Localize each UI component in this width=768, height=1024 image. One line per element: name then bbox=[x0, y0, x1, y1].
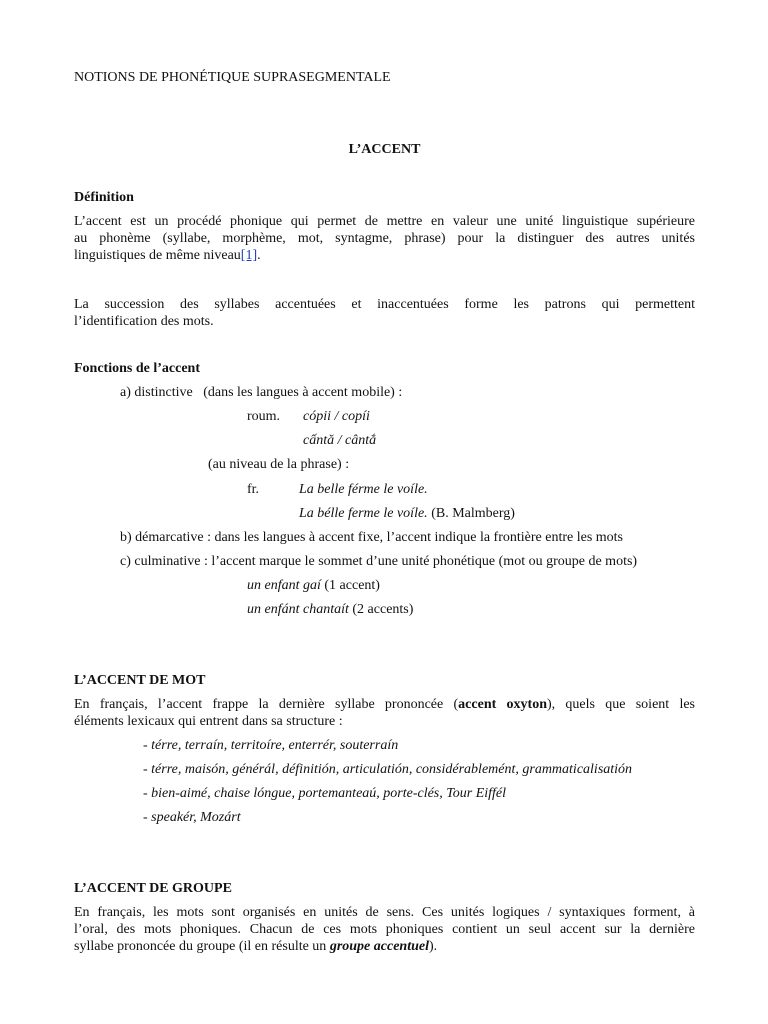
accent-groupe-p-line2: l’oral, des mots phoniques. Chacun de ces mots phoniques contient un seul accent sur la dernière bbox=[74, 922, 695, 937]
fr-example-2-source: (B. Malmberg) bbox=[427, 506, 515, 521]
definition-heading: Définition bbox=[74, 190, 134, 205]
definition-p1-line3-text: linguistiques de même niveau bbox=[74, 248, 241, 263]
accent-mot-p-line2: éléments lexicaux qui entrent dans sa structure : bbox=[74, 714, 343, 729]
fonction-distinctive: a) distinctive (dans les langues à accent mobile) : bbox=[120, 385, 403, 400]
definition-p1-line2: au phonème (syllabe, morphème, mot, syntagme, phrase) pour la distinguer des autres unités bbox=[74, 231, 695, 246]
accent-mot-list-item-2: - térre, maisón, générál, définitión, articulatión, considérablemént, grammaticalisatión bbox=[143, 762, 633, 777]
definition-p2-line1: La succession des syllabes accentuées et inaccentuées forme les patrons qui permettent bbox=[74, 297, 695, 312]
accent-groupe-p-line3 bbox=[74, 938, 437, 955]
definition-p2-line2: l’identification des mots. bbox=[74, 314, 214, 329]
culminative-example-2-text: un enfánt chantaít bbox=[247, 602, 349, 617]
roum-example-1: cópii / copíi bbox=[303, 409, 370, 424]
fonctions-heading: Fonctions de l’accent bbox=[74, 361, 200, 376]
accent-groupe-p-line1: En français, les mots sont organisés en unités de sens. Ces unités logiques / syntaxiques forment, à bbox=[74, 905, 695, 920]
accent-mot-list-item-3: - bien-aimé, chaise lóngue, portemanteaú, porte-clés, Tour Eiffél bbox=[143, 786, 507, 801]
accent-mot-p-line1-a: En français, l’accent frappe la dernière syllabe prononcée ( bbox=[74, 697, 459, 712]
accent-mot-p-line1-b: ), quels que soient les bbox=[546, 697, 695, 712]
definition-p1-line1: L’accent est un procédé phonique qui permet de mettre en valeur une unité linguistique supérieure bbox=[74, 214, 695, 229]
roum-label: roum. bbox=[247, 409, 281, 424]
accent-groupe-p-line3-b: ). bbox=[428, 939, 438, 954]
culminative-example-1-note: (1 accent) bbox=[320, 578, 380, 593]
accent-mot-heading: L’ACCENT DE MOT bbox=[74, 673, 206, 688]
page-title: L’ACCENT bbox=[348, 142, 421, 157]
culminative-example-1 bbox=[247, 577, 380, 594]
document-header: NOTIONS DE PHONÉTIQUE SUPRASEGMENTALE bbox=[74, 70, 391, 85]
fr-example-2 bbox=[299, 505, 515, 522]
definition-p1-end: . bbox=[257, 248, 261, 263]
culminative-example-2-note: (2 accents) bbox=[348, 602, 414, 617]
accent-groupe-p-line3-a: syllabe prononcée du groupe (il en résulte un bbox=[74, 939, 330, 954]
fonction-culminative: c) culminative : l’accent marque le sommet d’une unité phonétique (mot ou groupe de mots) bbox=[120, 554, 638, 569]
fr-label: fr. bbox=[247, 482, 260, 497]
fonction-demarcative: b) démarcative : dans les langues à accent fixe, l’accent indique la frontière entre les mots bbox=[120, 530, 624, 545]
accent-mot-list-item-1: - térre, terraín, territoíre, enterrér, souterraín bbox=[143, 738, 399, 753]
accent-mot-p-line1 bbox=[74, 696, 695, 713]
definition-p1-line3 bbox=[74, 247, 261, 264]
accent-groupe-heading: L’ACCENT DE GROUPE bbox=[74, 881, 232, 896]
roum-example-2: cấntă / cântắ bbox=[303, 433, 377, 448]
groupe-accentuel-term: groupe accentuel bbox=[329, 939, 429, 954]
phrase-level-label: (au niveau de la phrase) : bbox=[208, 457, 350, 472]
footnote-link[interactable]: [1] bbox=[240, 248, 258, 263]
culminative-example-1-text: un enfant gaí bbox=[247, 578, 321, 593]
culminative-example-2 bbox=[247, 601, 413, 618]
accent-oxyton-term: accent oxyton bbox=[458, 697, 547, 712]
fr-example-2-text: La bélle ferme le voíle. bbox=[299, 506, 428, 521]
fr-example-1: La belle férme le voíle. bbox=[299, 482, 428, 497]
accent-mot-list-item-4: - speakér, Mozárt bbox=[143, 810, 241, 825]
document-page bbox=[74, 0, 695, 1024]
